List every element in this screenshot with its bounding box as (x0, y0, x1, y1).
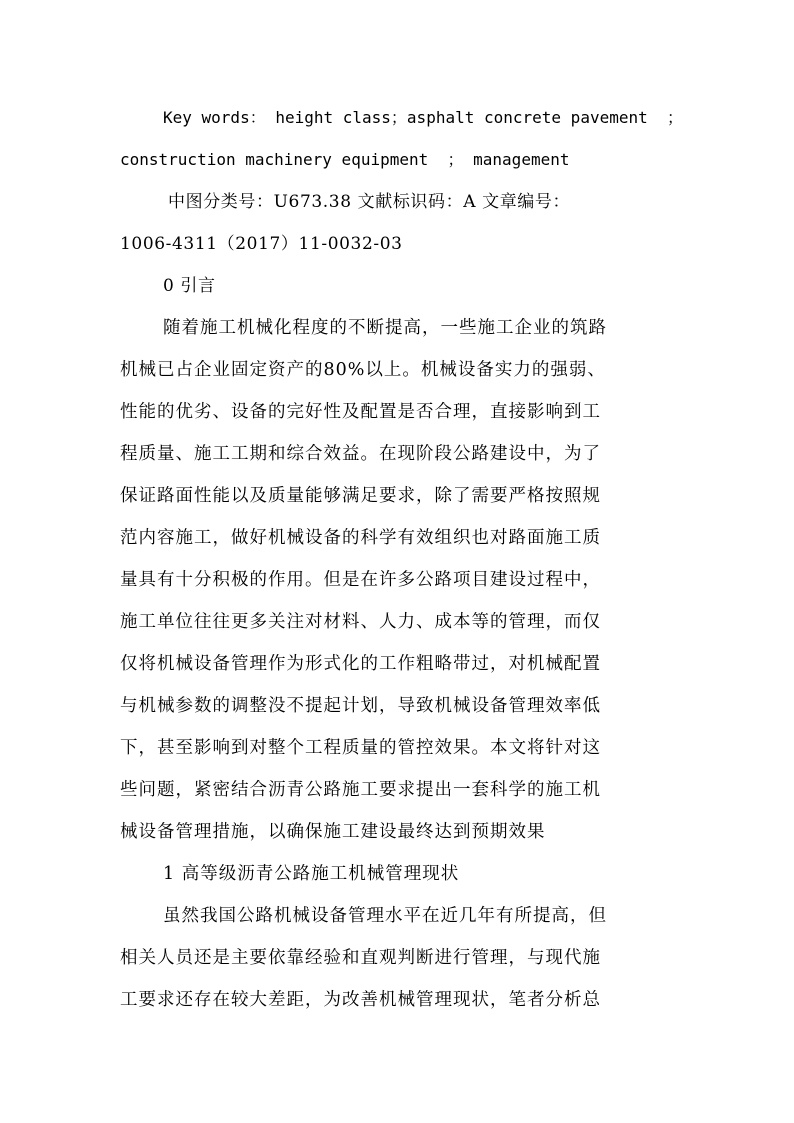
paragraph-line: 机械已占企业固定资产的80%以上。机械设备实力的强弱、 (120, 360, 606, 380)
paragraph-line: 工要求还存在较大差距，为改善机械管理现状，笔者分析总 (120, 990, 601, 1010)
paragraph-line: 些问题，紧密结合沥青公路施工要求提出一套科学的施工机 (120, 780, 601, 800)
paragraph-line: 量具有十分积极的作用。但是在许多公路项目建设过程中， (120, 570, 601, 590)
paragraph-line: 施工单位往往更多关注对材料、人力、成本等的管理，而仅 (120, 612, 601, 632)
paragraph-line: 与机械参数的调整没不提起计划，导致机械设备管理效率低 (120, 696, 601, 716)
paragraph-line: 范内容施工，做好机械设备的科学有效组织也对路面施工质 (120, 528, 601, 548)
classification-line-2: 1006-4311（2017）11-0032-03 (120, 234, 403, 254)
keywords-line-2: construction machinery equipment ； management (120, 150, 570, 169)
paragraph-line: 保证路面性能以及质量能够满足要求，除了需要严格按照规 (120, 486, 601, 506)
paragraph-line: 相关人员还是主要依靠经验和直观判断进行管理，与现代施 (120, 948, 601, 968)
paragraph-line: 随着施工机械化程度的不断提高，一些施工企业的筑路 (163, 318, 607, 338)
keywords-line-1: Key words： height class；asphalt concrete pavement ； (163, 108, 684, 127)
paragraph-line: 程质量、施工工期和综合效益。在现阶段公路建设中，为了 (120, 444, 601, 464)
section-heading-intro: 0 引言 (163, 276, 216, 296)
section-heading-status: 1 高等级沥青公路施工机械管理现状 (163, 864, 460, 884)
paragraph-line: 仅将机械设备管理作为形式化的工作粗略带过，对机械配置 (120, 654, 601, 674)
paragraph-line: 性能的优劣、设备的完好性及配置是否合理，直接影响到工 (120, 402, 601, 422)
paragraph-line: 虽然我国公路机械设备管理水平在近几年有所提高，但 (163, 906, 607, 926)
paragraph-line: 械设备管理措施，以确保施工建设最终达到预期效果 (120, 822, 546, 842)
classification-line-1: 中图分类号：U673.38 文献标识码：A 文章编号： (168, 192, 571, 212)
paragraph-line: 下，甚至影响到对整个工程质量的管控效果。本文将针对这 (120, 738, 601, 758)
